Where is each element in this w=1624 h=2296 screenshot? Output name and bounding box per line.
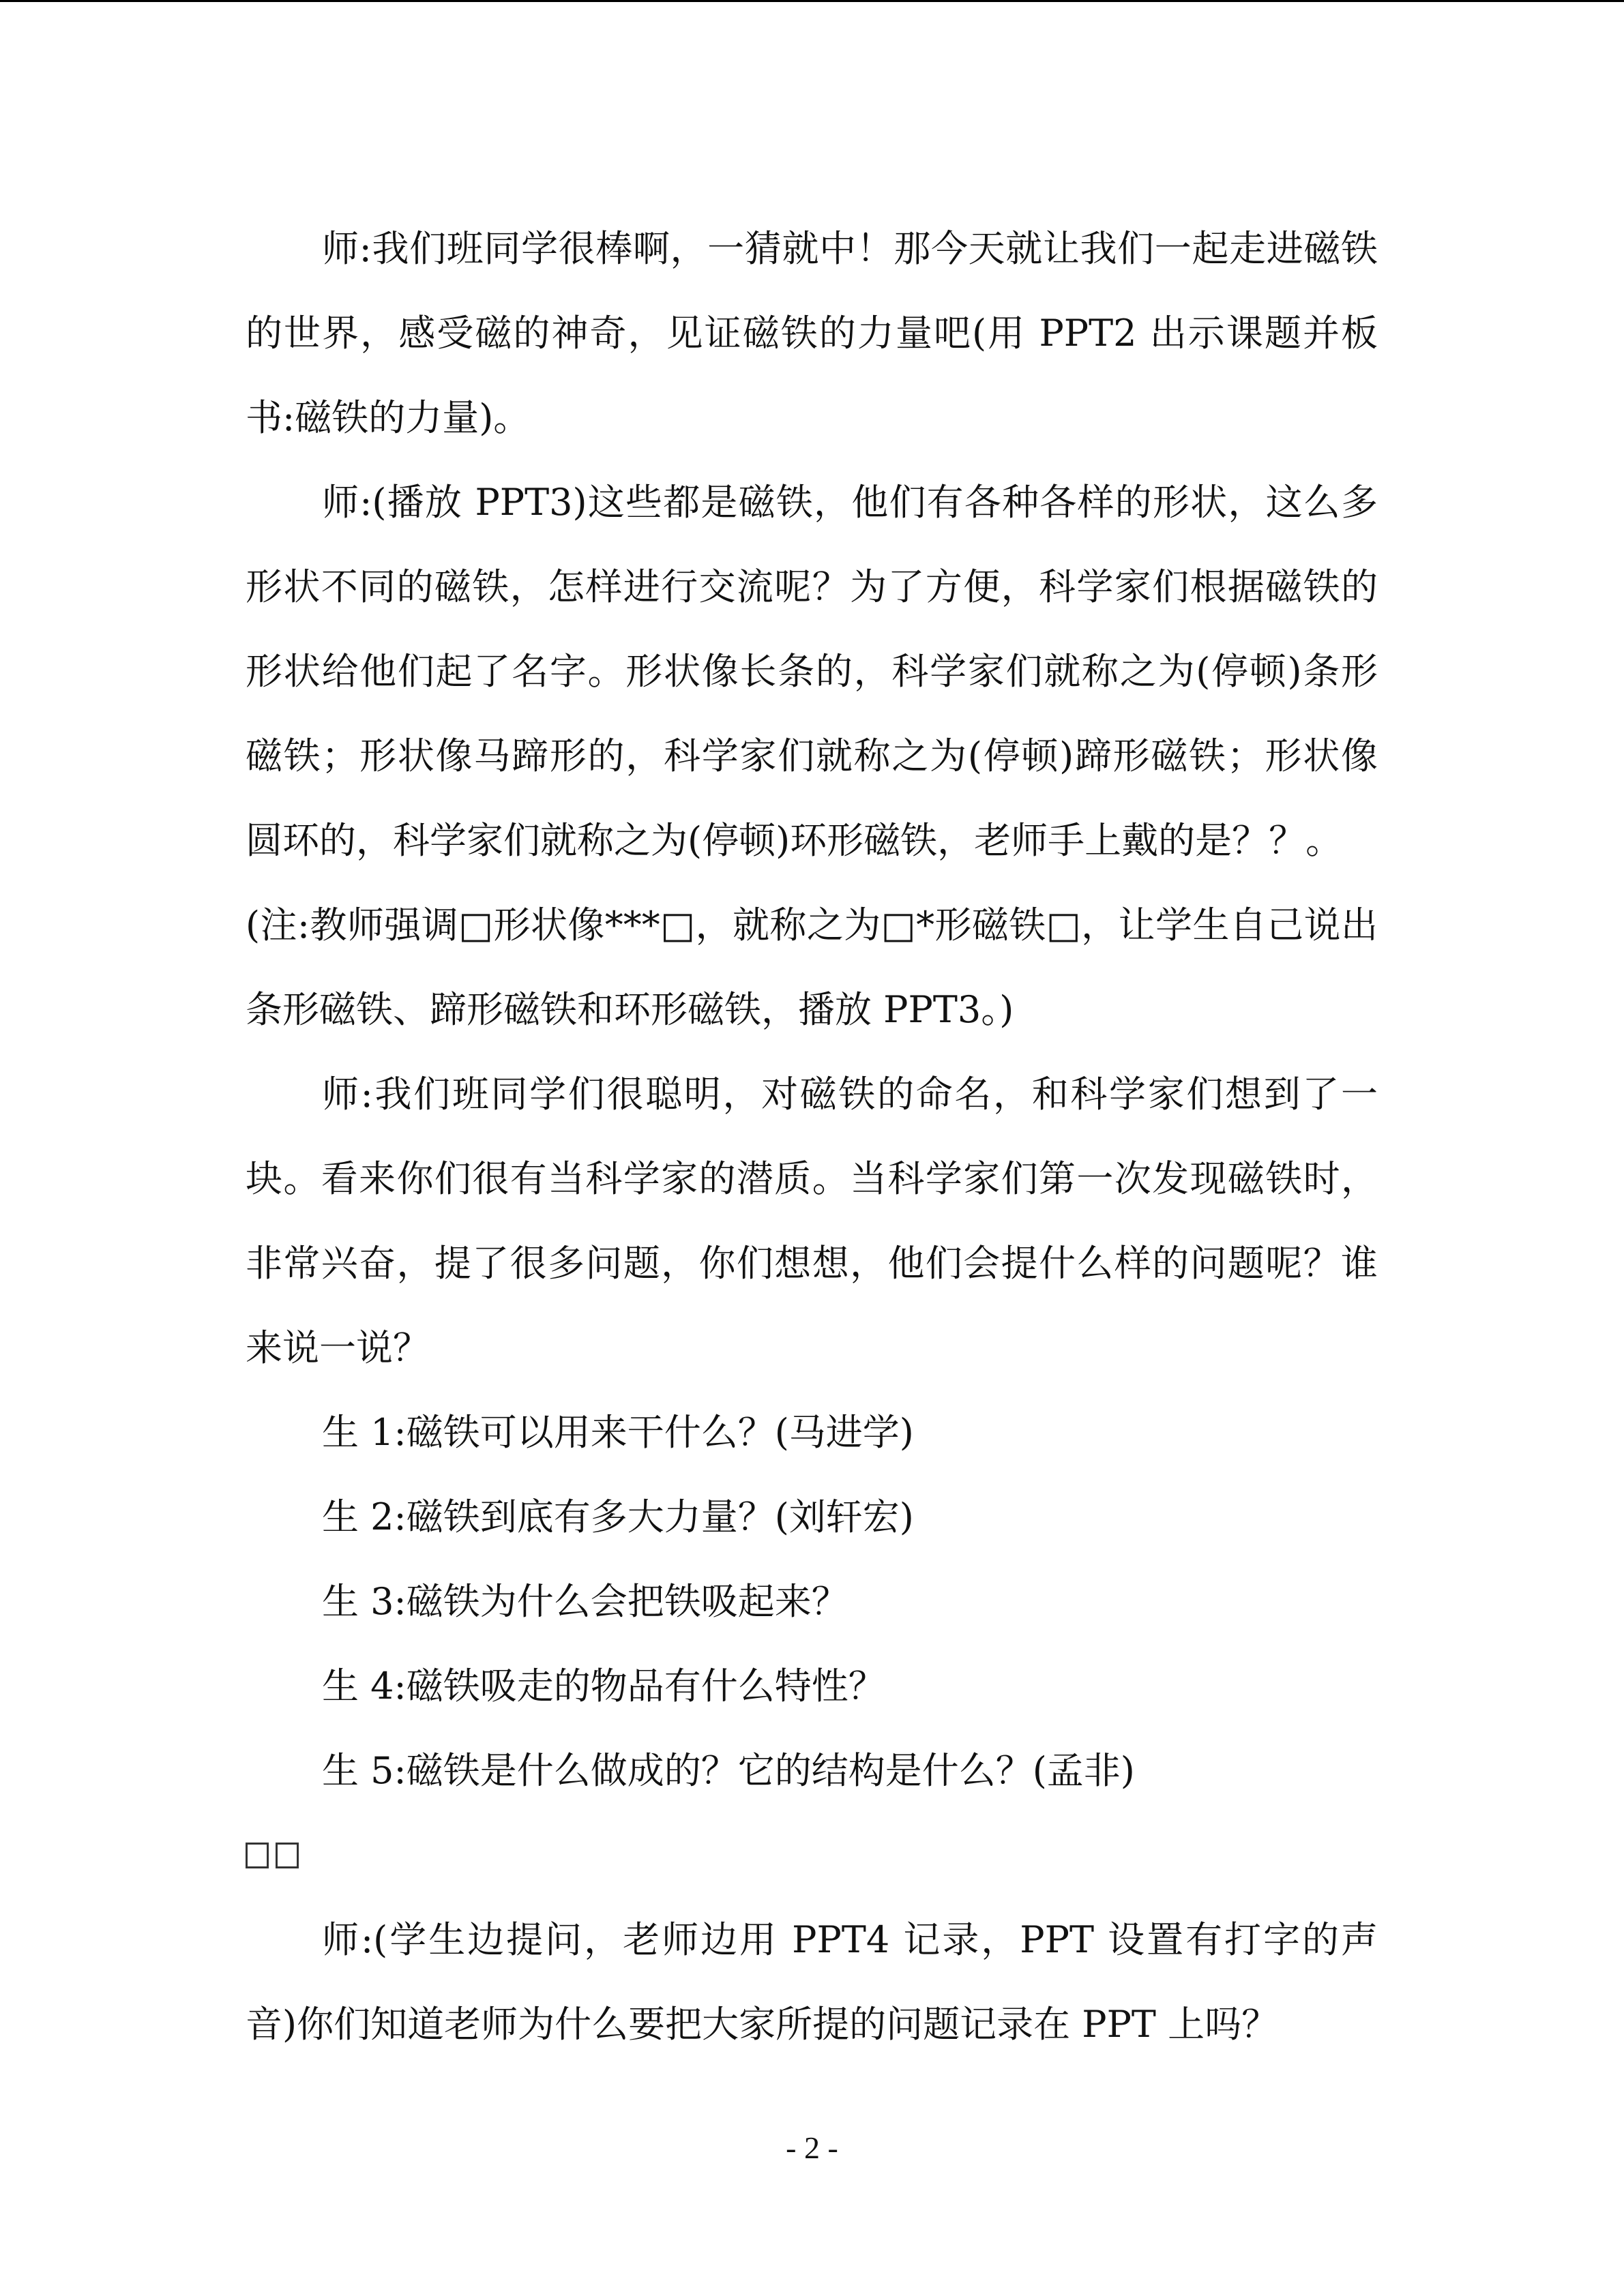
missing-glyph-boxes	[246, 1813, 1378, 1898]
document-body	[246, 207, 1378, 2067]
paragraph-student-4: 生 4:磁铁吸走的物品有什么特性？	[322, 1665, 885, 1708]
page-number: - 2 -	[786, 2130, 838, 2165]
paragraph-note: (注:教师强调□形状像***□，就称之为□*形磁铁□，让学生自己说出条形磁铁、蹄形磁铁和环形磁铁，播放 PPT3。)	[246, 904, 1378, 1031]
paragraph-student-5: 生 5:磁铁是什么做成的？它的结构是什么？(孟非)	[322, 1749, 1135, 1792]
missing-glyph-box-icon	[246, 1843, 269, 1868]
paragraph-student-1: 生 1:磁铁可以用来干什么？(马进学)	[322, 1411, 914, 1454]
paragraph-student-3: 生 3:磁铁为什么会把铁吸起来？	[322, 1580, 848, 1623]
paragraph-teacher-questions: 师:我们班同学们很聪明，对磁铁的命名，和科学家们想到了一块。看来你们很有当科学家的潜质。当科学家们第一次发现磁铁时，非常兴奋，提了很多问题，你们想想，他们会提什么样的问题呢？谁来说一说？	[246, 1073, 1378, 1369]
paragraph-teacher-intro: 师:我们班同学很棒啊，一猜就中！那今天就让我们一起走进磁铁的世界，感受磁的神奇，见证磁铁的力量吧(用 PPT2 出示课题并板书:磁铁的力量)。	[246, 227, 1378, 439]
missing-glyph-box-icon	[276, 1843, 299, 1868]
paragraph-teacher-record: 师:(学生边提问，老师边用 PPT4 记录，PPT 设置有打字的声音)你们知道老师为什么要把大家所提的问题记录在 PPT 上吗？	[246, 1918, 1378, 2046]
paragraph-teacher-shapes: 师:(播放 PPT3)这些都是磁铁，他们有各种各样的形状，这么多形状不同的磁铁，怎样进行交流呢？为了方便，科学家们根据磁铁的形状给他们起了名字。形状像长条的，科学家们就称之为(停顿)条形磁铁；形状像马蹄形的，科学家们就称之为(停顿)蹄形磁铁；形状像圆环的，科学家们就称之为(停顿)环形磁铁，老师手上戴的是？？。	[246, 481, 1378, 862]
paragraph-student-2: 生 2:磁铁到底有多大力量？(刘轩宏)	[322, 1495, 914, 1538]
